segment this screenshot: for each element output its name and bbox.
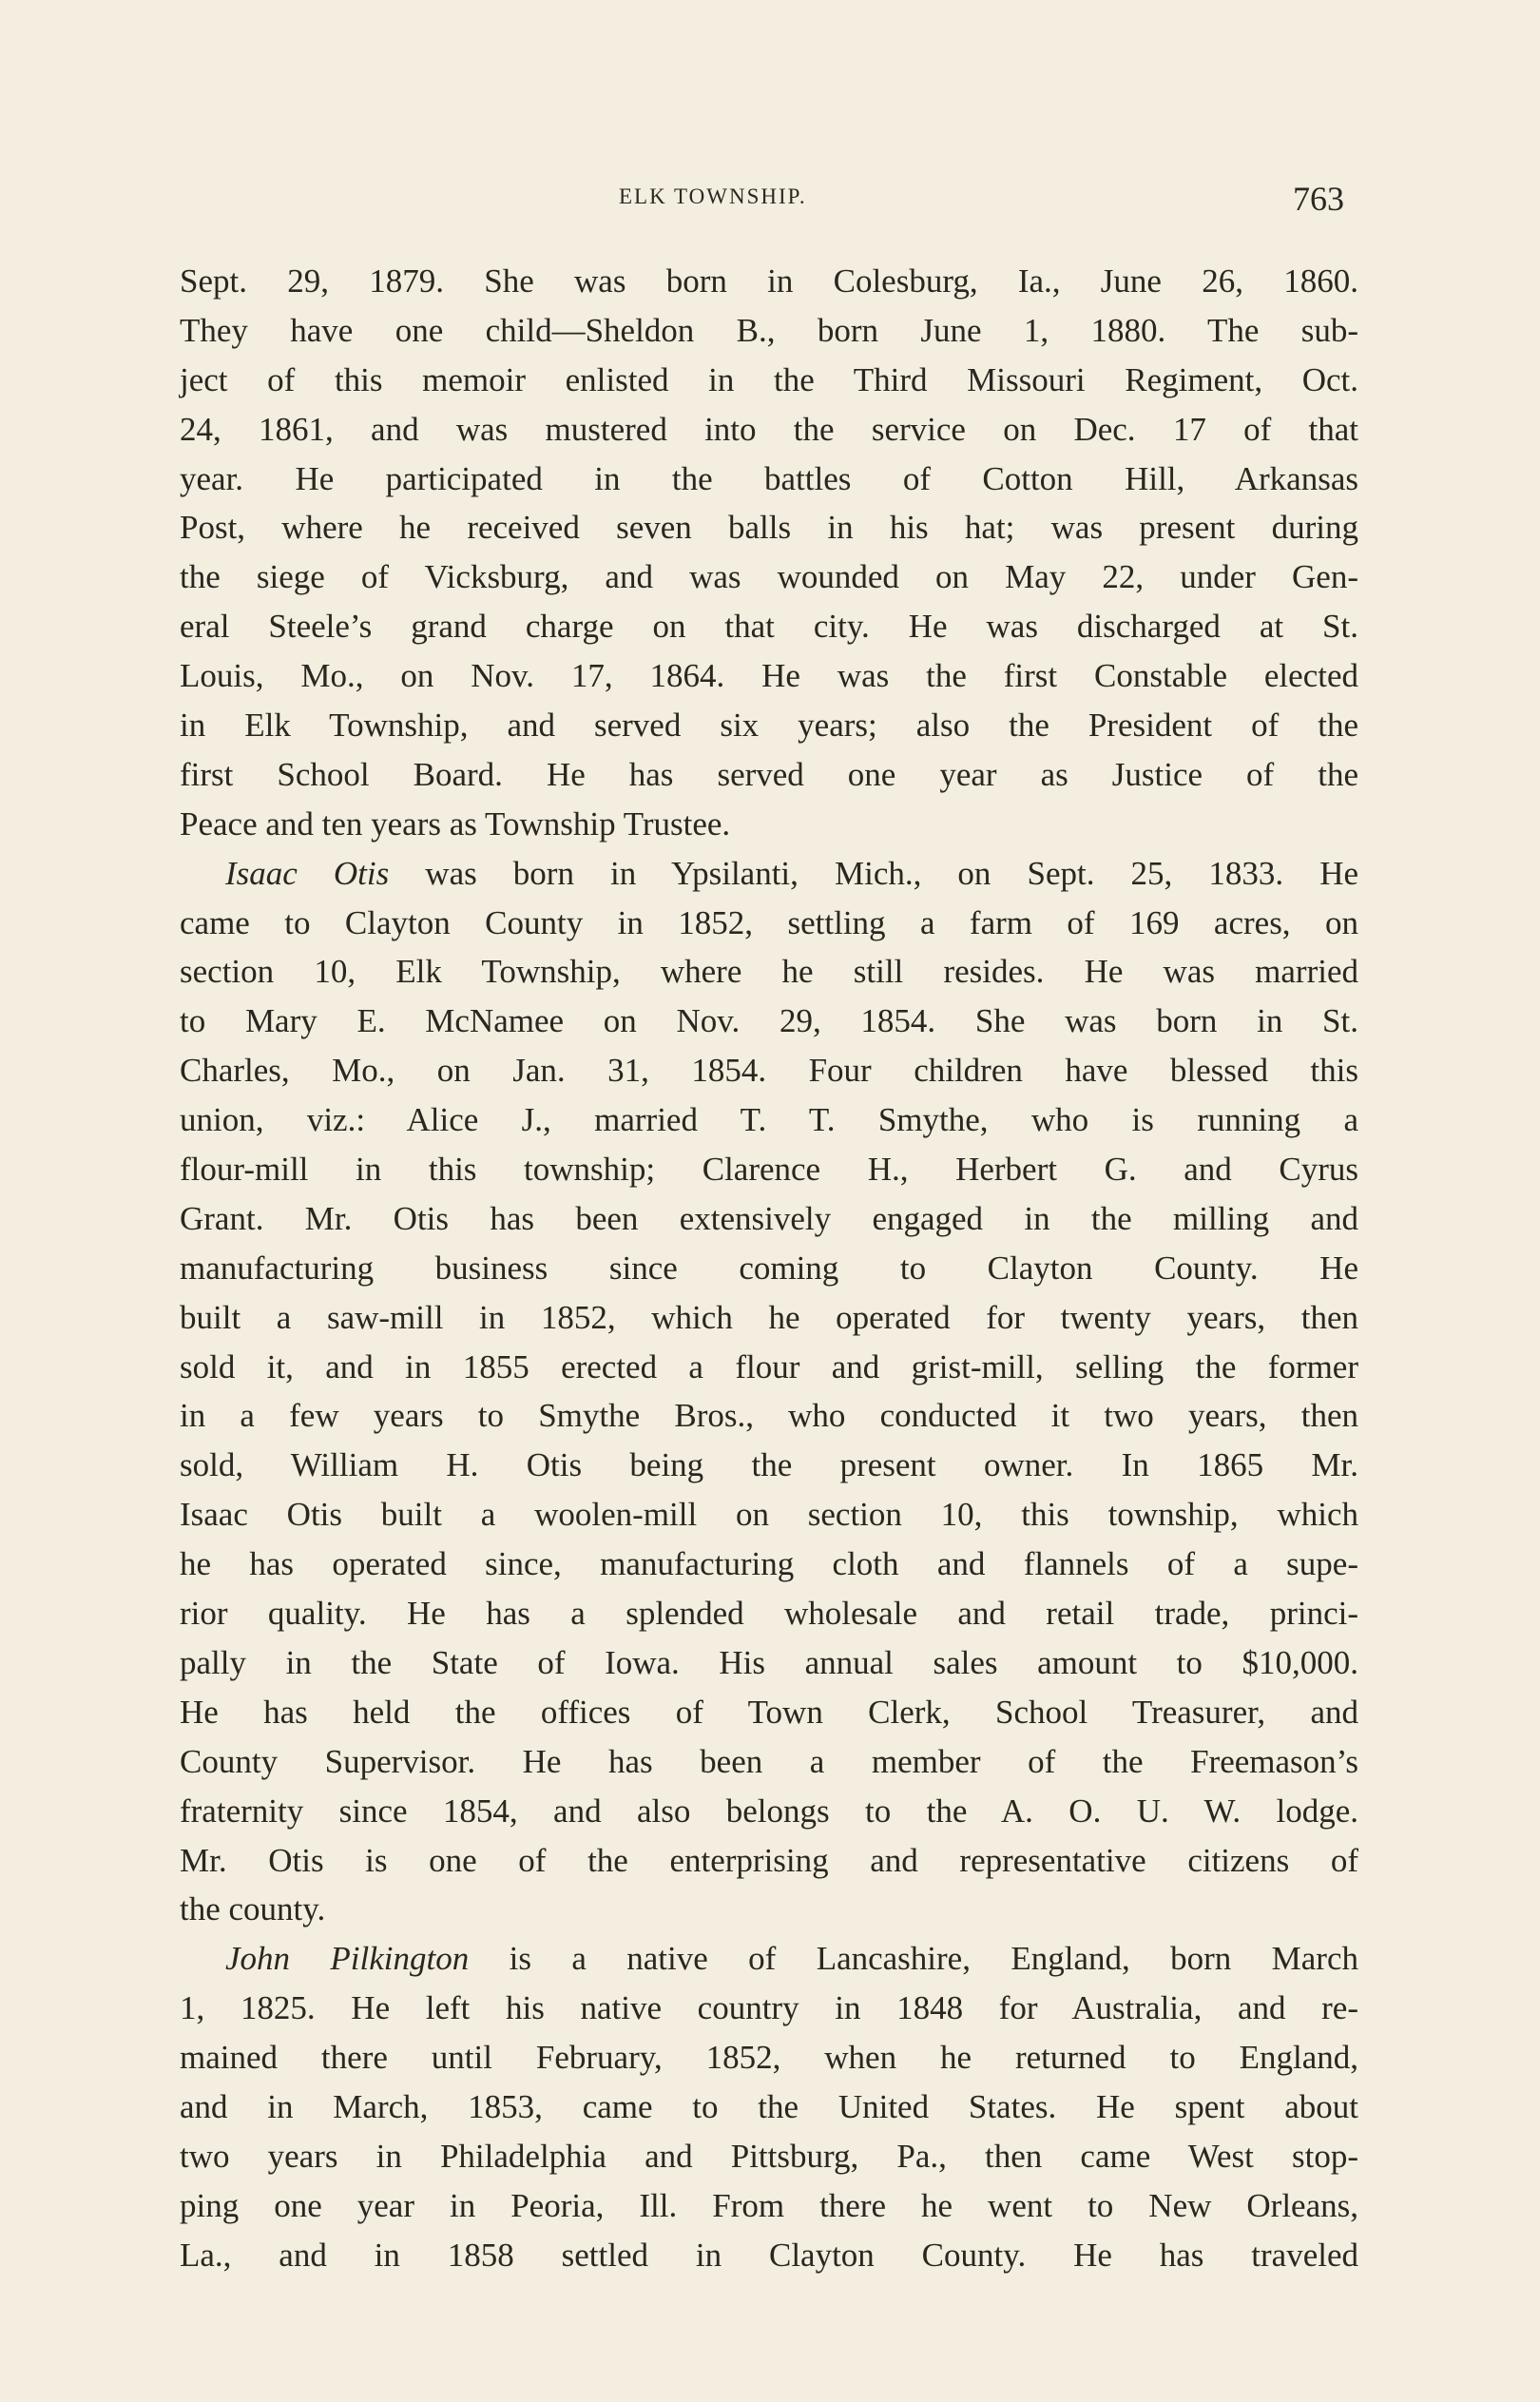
text-line [180,1194,1358,1244]
text-line [180,1688,1358,1737]
text-line [180,1638,1358,1688]
text-run: union, viz.: Alice J., married T. T. Smythe, who is running a [180,1101,1358,1139]
text-line-content [180,356,1358,405]
text-run: eral Steele’s grand charge on that city. He was discharged at St. [180,608,1358,646]
text-line-content [180,1836,1358,1886]
text-line-content [180,1787,1358,1836]
text-line-content [180,1145,1358,1194]
text-line-content [180,503,1358,552]
text-run: sold it, and in 1855 erected a flour and grist-mill, selling the former [180,1347,1358,1385]
text-line-content [225,1934,1358,1984]
text-run: Charles, Mo., on Jan. 31, 1854. Four children have blessed this [180,1052,1358,1090]
running-head [0,179,1540,217]
text-line [180,1934,1358,1984]
text-line [180,2132,1358,2181]
text-run: mained there until February, 1852, when he returned to England, [180,2039,1358,2077]
text-run: was born in Ypsilanti, Mich., on Sept. 25, 1833. He [389,854,1358,892]
text-line [180,1737,1358,1787]
text-run: ject of this memoir enlisted in the Third Missouri Regiment, Oct. [180,360,1358,398]
text-line-content [180,257,1358,306]
text-line-content [180,1441,1358,1490]
text-run: La., and in 1858 settled in Clayton County. He has traveled [180,2236,1358,2274]
text-line [180,2082,1358,2132]
text-run: fraternity since 1854, and also belongs to the A. O. U. W. lodge. [180,1792,1358,1830]
text-run: rior quality. He has a splended wholesale and retail trade, princi- [180,1595,1358,1633]
text-line [180,1095,1358,1145]
text-run: came to Clayton County in 1852, settling a farm of 169 acres, on [180,903,1358,941]
text-line [180,1293,1358,1343]
text-line-content [180,1343,1358,1392]
text-line [180,1391,1358,1441]
text-run: 1, 1825. He left his native country in 1848 for Australia, and re- [180,1989,1358,2027]
person-name: Isaac Otis [225,854,390,892]
text-run: two years in Philadelphia and Pittsburg, Pa., then came West stop- [180,2137,1358,2175]
text-line [180,849,1358,899]
body-text [180,257,1358,2280]
text-line [180,1343,1358,1392]
text-run: Grant. Mr. Otis has been extensively engaged in the milling and [180,1199,1358,1237]
page-number: 763 [1293,180,1344,218]
text-line [180,552,1358,602]
text-run: pally in the State of Iowa. His annual sales amount to $10,000. [180,1643,1358,1681]
text-run: to Mary E. McNamee on Nov. 29, 1854. She was born in St. [180,1002,1358,1040]
text-line [180,1145,1358,1194]
text-run: section 10, Elk Township, where he still resides. He was married [180,953,1358,991]
text-line [180,651,1358,701]
text-line [180,947,1358,997]
text-line [180,1885,1358,1934]
text-run: in Elk Township, and served six years; also the President of the [180,707,1358,745]
text-run: 24, 1861, and was mustered into the service on Dec. 17 of that [180,410,1358,448]
text-run: year. He participated in the battles of Cotton Hill, Arkansas [180,459,1358,497]
text-line-content [180,552,1358,602]
text-run: Sept. 29, 1879. She was born in Colesburg, Ia., June 26, 1860. [180,262,1358,300]
text-run: Peace and ten years as Township Trustee. [180,804,731,843]
text-run: and in March, 1853, came to the United States. He spent about [180,2087,1358,2125]
text-run: he has operated since, manufacturing cloth and flannels of a supe- [180,1545,1358,1583]
text-run: the county. [180,1890,326,1928]
text-line [180,306,1358,356]
text-line [180,1490,1358,1540]
text-line-content [180,1046,1358,1095]
text-line-content [180,1885,1358,1934]
text-line [180,2033,1358,2082]
text-line-content [180,651,1358,701]
text-line-content [180,1244,1358,1293]
text-line [180,1787,1358,1836]
text-run: Post, where he received seven balls in his hat; was present during [180,509,1358,547]
text-line-content [180,701,1358,750]
text-run: flour-mill in this township; Clarence H., Herbert G. and Cyrus [180,1151,1358,1189]
text-line-content [180,1293,1358,1343]
text-line [180,2181,1358,2231]
text-line [180,405,1358,455]
text-line-content [180,1490,1358,1540]
text-run: Louis, Mo., on Nov. 17, 1864. He was the first Constable elected [180,657,1358,695]
text-line-content [180,1737,1358,1787]
text-line-content [180,947,1358,997]
text-line [180,1984,1358,2033]
text-line [180,602,1358,651]
text-line-content [180,899,1358,948]
text-run: first School Board. He has served one year as Justice of the [180,755,1358,793]
text-line-content [180,306,1358,356]
text-line-content [180,1688,1358,1737]
text-line-content [180,1638,1358,1688]
person-name: John Pilkington [225,1940,470,1978]
text-line-content [180,1095,1358,1145]
text-line [180,750,1358,800]
text-run: sold, William H. Otis being the present owner. In 1865 Mr. [180,1446,1358,1484]
text-run: built a saw-mill in 1852, which he operated for twenty years, then [180,1298,1358,1336]
text-run: the siege of Vicksburg, and was wounded on May 22, under Gen- [180,558,1358,596]
text-line [180,997,1358,1046]
text-run: Isaac Otis built a woolen-mill on section 10, this township, which [180,1496,1358,1534]
text-line [180,455,1358,504]
text-line-content [180,1984,1358,2033]
text-line-content [180,1540,1358,1589]
text-line-content [180,800,1358,849]
running-title: ELK TOWNSHIP. [619,184,807,208]
text-run: is a native of Lancashire, England, born March [469,1940,1358,1978]
text-line [180,1046,1358,1095]
text-line-content [180,2082,1358,2132]
text-run: in a few years to Smythe Bros., who conducted it two years, then [180,1397,1358,1435]
text-line-content [180,405,1358,455]
text-run: County Supervisor. He has been a member of the Freemason’s [180,1742,1358,1780]
text-line [180,503,1358,552]
text-run: ping one year in Peoria, Ill. From there he went to New Orleans, [180,2186,1358,2224]
text-line-content [225,849,1358,899]
text-line-content [180,1589,1358,1638]
text-line-content [180,2033,1358,2082]
text-run: He has held the offices of Town Clerk, School Treasurer, and [180,1693,1358,1731]
text-run: manufacturing business since coming to Clayton County. He [180,1249,1358,1287]
text-line-content [180,1391,1358,1441]
text-line [180,1540,1358,1589]
text-line [180,701,1358,750]
text-line [180,2231,1358,2280]
text-line [180,356,1358,405]
text-line [180,1441,1358,1490]
text-run: Mr. Otis is one of the enterprising and representative citizens of [180,1841,1358,1879]
text-line [180,1589,1358,1638]
text-line-content [180,2231,1358,2280]
text-line-content [180,455,1358,504]
text-line-content [180,2181,1358,2231]
text-line [180,1244,1358,1293]
text-line-content [180,997,1358,1046]
text-run: They have one child—Sheldon B., born June 1, 1880. The sub- [180,311,1358,349]
text-line [180,257,1358,306]
text-line [180,899,1358,948]
text-line-content [180,2132,1358,2181]
text-line [180,800,1358,849]
text-line-content [180,1194,1358,1244]
text-line-content [180,602,1358,651]
text-line [180,1836,1358,1886]
text-line-content [180,750,1358,800]
